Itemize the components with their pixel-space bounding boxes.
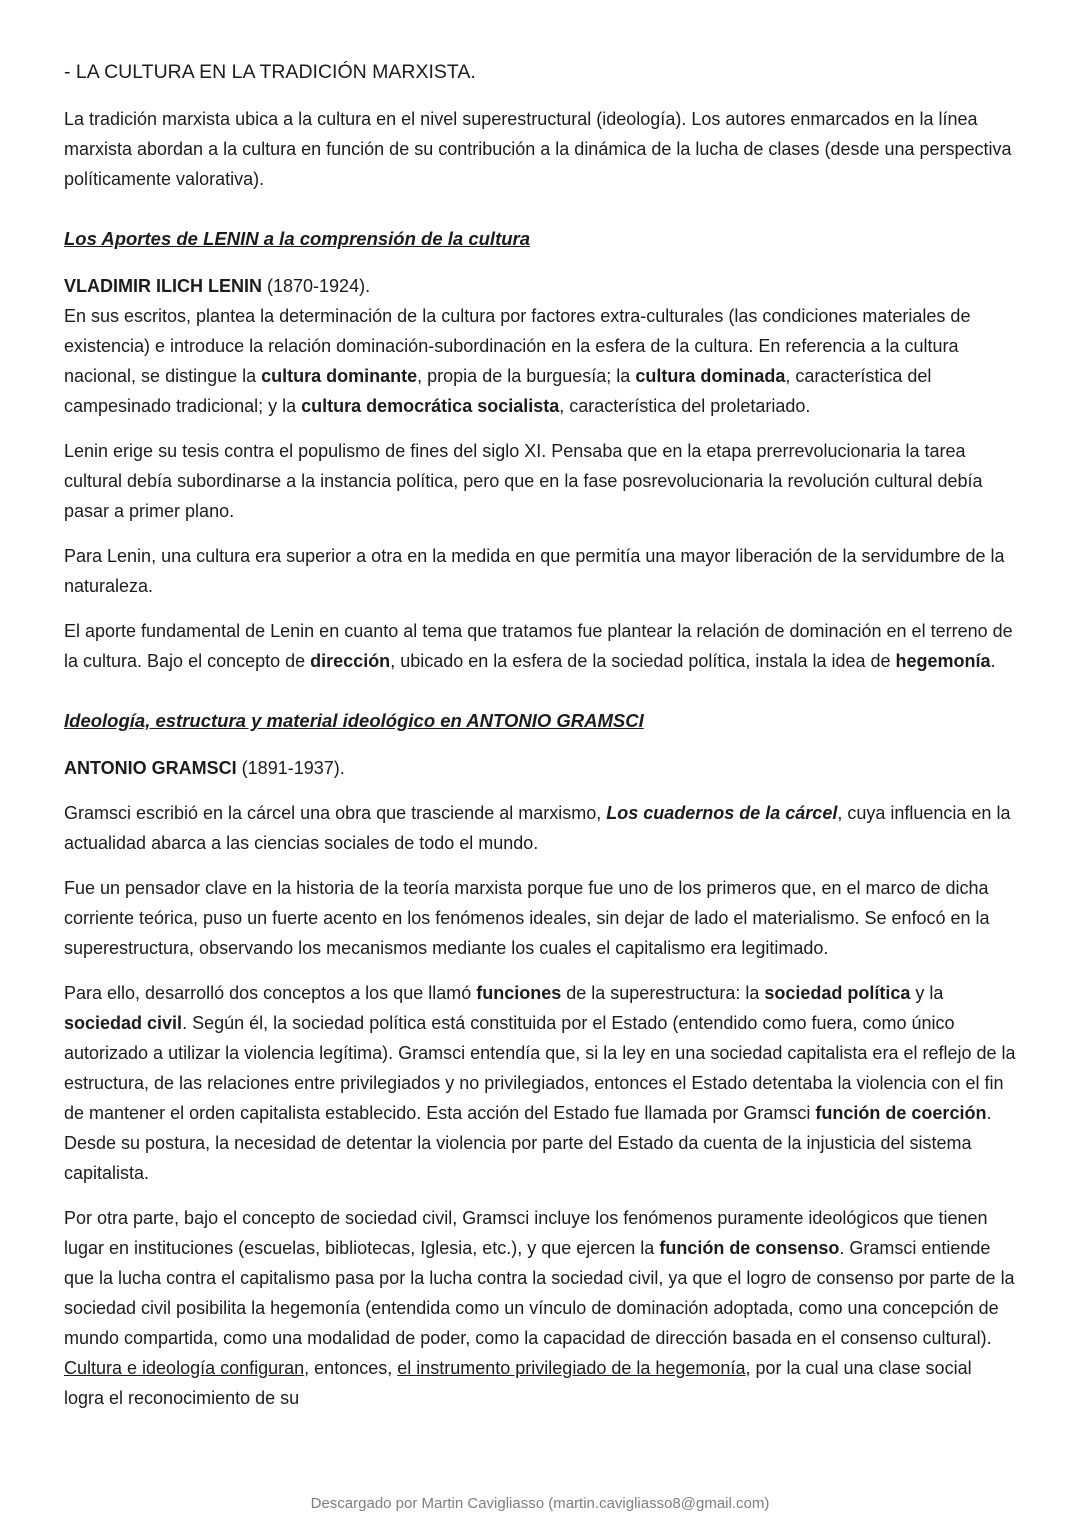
paragraph-lenin-cultura-superior <box>64 541 1016 601</box>
paragraph-lenin-tesis <box>64 436 1016 526</box>
page-footer <box>0 1494 1080 1514</box>
text-run: En sus escritos, plantea la determinación de la cultura por factores extra-culturales (las condiciones materiales de existencia) e introduce la relación dominación-subordinación en la esfera de la cultura. En referencia a la cultura nacional, se distingue la <box>64 306 971 386</box>
text-run: Por otra parte, bajo el concepto de sociedad civil, Gramsci incluye los fenómenos puramente ideológicos que tienen lugar en instituciones (escuelas, bibliotecas, Iglesia, etc.), y que ejercen la <box>64 1208 988 1258</box>
text-run: de la superestructura: la <box>561 983 765 1003</box>
text-run: Para Lenin, una cultura era superior a otra en la medida en que permitía una mayor liberación de la servidumbre de la naturaleza. <box>64 546 1005 596</box>
paragraph-lenin-aporte <box>64 616 1016 676</box>
text-run: sociedad política <box>764 983 911 1003</box>
text-run: Gramsci escribió en la cárcel una obra que trasciende al marxismo, <box>64 803 607 823</box>
text-run: Ideología, estructura y material ideológico en ANTONIO GRAMSCI <box>64 710 644 731</box>
text-run: función de consenso <box>659 1238 840 1258</box>
document-title <box>64 57 1016 87</box>
paragraph-gramsci-obra <box>64 798 1016 858</box>
text-run: , cuya influencia en la actualidad abarca a las ciencias sociales de todo el mundo. <box>64 803 1011 853</box>
paragraph-lenin-bio <box>64 271 1016 421</box>
paragraph-intro <box>64 104 1016 194</box>
text-run: y la <box>910 983 944 1003</box>
text-run: Los cuadernos de la cárcel <box>606 803 838 823</box>
paragraph-gramsci-pensador <box>64 873 1016 963</box>
paragraph-gramsci-bio <box>64 753 1016 783</box>
text-run: , por la cual una clase social logra el reconocimiento de su <box>64 1358 972 1408</box>
text-run: Lenin erige su tesis contra el populismo de fines del siglo XI. Pensaba que en la etapa prerrevolucionaria la tarea cultural debía subordinarse a la instancia política, pero que en la fase posrevolucionaria la revolución cultural debía pasar a primer plano. <box>64 441 983 521</box>
text-run: Los Aportes de LENIN a la comprensión de la cultura <box>64 228 531 249</box>
text-run: cultura democrática socialista <box>301 396 560 416</box>
text-run: (1891-1937). <box>236 758 345 778</box>
text-run: cultura dominante <box>261 366 418 386</box>
text-run: Fue un pensador clave en la historia de la teoría marxista porque fue uno de los primeros que, en el marco de dicha corriente teórica, puso un fuerte acento en los fenómenos ideales, sin dejar de lado el materialismo. Se enfocó en la superestructura, observando los mecanismos mediante los cuales el capitalismo era legitimado. <box>64 878 990 958</box>
text-run: , característica del campesinado tradicional; y la <box>64 366 932 416</box>
text-run: . <box>990 651 996 671</box>
text-run: el instrumento privilegiado de la hegemonía <box>397 1358 746 1378</box>
paragraph-gramsci-consenso <box>64 1203 1016 1413</box>
text-run: - LA CULTURA EN LA TRADICIÓN MARXISTA. <box>64 61 476 83</box>
text-run: sociedad civil <box>64 1013 183 1033</box>
text-run: cultura dominada <box>635 366 786 386</box>
text-run: La tradición marxista ubica a la cultura en el nivel superestructural (ideología). Los autores enmarcados en la línea marxista abordan a la cultura en función de su contribución a la dinámica de la lucha de clases (desde una perspectiva políticamente valorativa). <box>64 109 1012 189</box>
text-run: , característica del proletariado. <box>559 396 811 416</box>
text-run: . Desde su postura, la necesidad de detentar la violencia por parte del Estado da cuenta de la injusticia del sistema capitalista. <box>64 1103 992 1183</box>
text-run: , propia de la burguesía; la <box>417 366 636 386</box>
text-run: VLADIMIR ILICH LENIN <box>64 276 262 296</box>
text-run: funciones <box>476 983 562 1003</box>
text-run: función de coerción <box>815 1103 987 1123</box>
text-run: El aporte fundamental de Lenin en cuanto al tema que tratamos fue plantear la relación de dominación en el terreno de la cultura. Bajo el concepto de <box>64 621 1013 671</box>
text-run: (1870-1924). <box>262 276 371 296</box>
section-heading-gramsci <box>64 706 1016 736</box>
text-run: Cultura e ideología configuran <box>64 1358 305 1378</box>
paragraph-gramsci-funciones <box>64 978 1016 1188</box>
text-run: . Según él, la sociedad política está constituida por el Estado (entendido como fuera, como único autorizado a utilizar la violencia legítima). Gramsci entendía que, si la ley en una sociedad capitalista era el reflejo de la estructura, de las relaciones entre privilegiados y no privilegiados, entonces el Estado detentaba la violencia con el fin de mantener el orden capitalista establecido. Esta acción del Estado fue llamada por Gramsci <box>64 1013 1016 1123</box>
text-run: , entonces, <box>304 1358 398 1378</box>
text-run: , ubicado en la esfera de la sociedad política, instala la idea de <box>390 651 896 671</box>
footer-text: Descargado por Martin Cavigliasso (martin.cavigliasso8@gmail.com) <box>310 1495 770 1512</box>
text-run: hegemonía <box>895 651 991 671</box>
text-run: ANTONIO GRAMSCI <box>64 758 237 778</box>
text-run: . Gramsci entiende que la lucha contra el capitalismo pasa por la lucha contra la sociedad civil, ya que el logro de consenso por parte de la sociedad civil posibilita la hegemonía (entendida como un vínculo de dominación adoptada, como una concepción de mundo compartida, como una modalidad de poder, como la capacidad de dirección basada en el consenso cultural). <box>64 1238 1015 1348</box>
text-run: Para ello, desarrolló dos conceptos a los que llamó <box>64 983 477 1003</box>
text-run: dirección <box>310 651 391 671</box>
section-heading-lenin <box>64 224 1016 254</box>
